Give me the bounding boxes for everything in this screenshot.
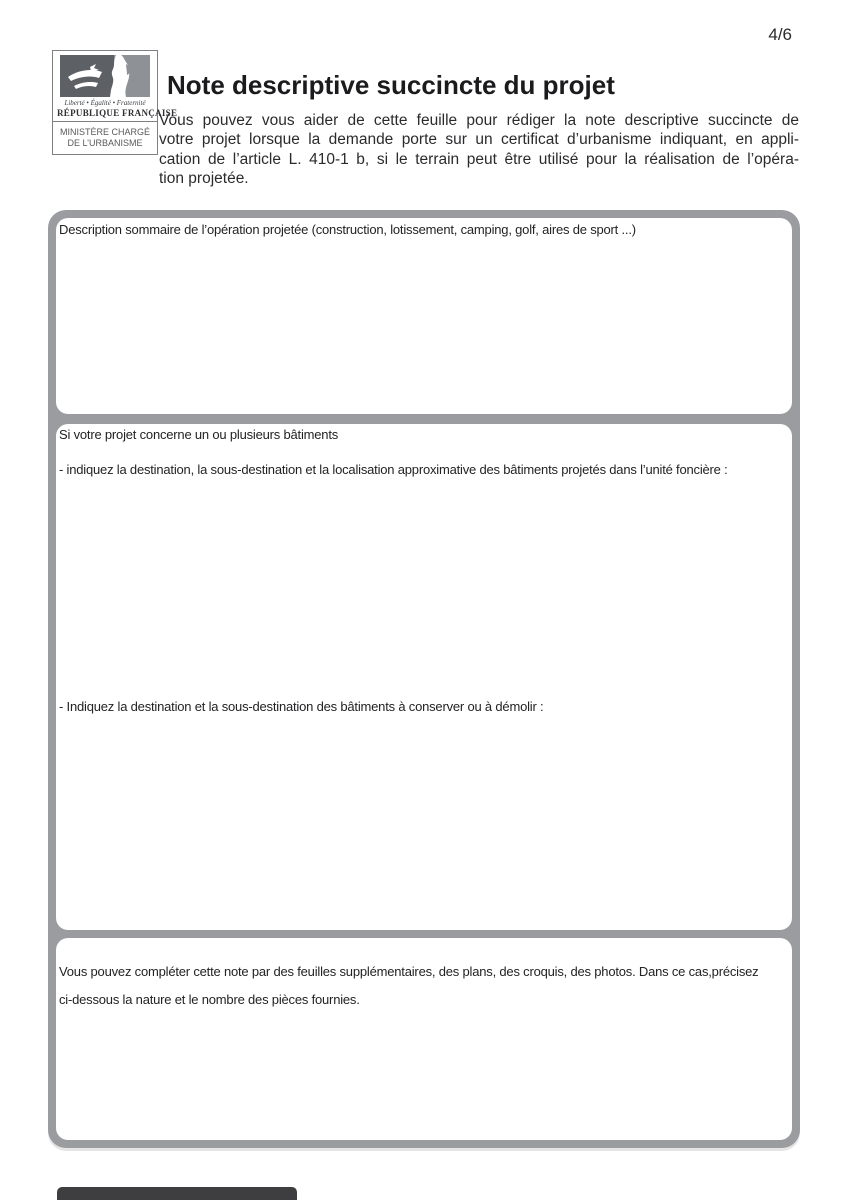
next-section-header-edge — [57, 1187, 297, 1200]
description-field[interactable] — [56, 218, 792, 414]
description-field-label: Description sommaire de l’opération projetée (construction, lotissement, camping, golf, aires de sport ...) — [59, 222, 636, 237]
logo-republique-francaise: RÉPUBLIQUE FRANÇAISE — [57, 108, 178, 118]
page-number: 4/6 — [768, 25, 792, 44]
intro-line: tion projetée. — [159, 170, 249, 188]
ministry-line-2: DE L’URBANISME — [67, 138, 143, 148]
logo-top-box — [52, 50, 178, 122]
projected-buildings-prompt: - indiquez la destination, la sous-destination et la localisation approximative des bâtiments projetés dans l’unité foncière : — [59, 462, 728, 477]
intro-line: votre projet lorsque la demande porte sur un certificat d’urbanisme indiquant, en appli- — [159, 131, 799, 149]
logo-motto: Liberté • Égalité • Fraternité — [64, 99, 146, 107]
buildings-field[interactable] — [56, 424, 792, 930]
marianne-icon — [60, 55, 150, 97]
intro-paragraph — [159, 111, 799, 189]
ministry-label — [52, 122, 158, 155]
republique-francaise-logo — [52, 50, 178, 155]
buildings-field-label: Si votre projet concerne un ou plusieurs bâtiments — [59, 427, 339, 442]
attachments-field-label-line1: Vous pouvez compléter cette note par des feuilles supplémentaires, des plans, des croquis, des photos. Dans ce cas,précisez — [59, 964, 759, 979]
intro-line: cation de l’article L. 410-1 b, si le terrain peut être utilisé pour la réalisation de l’opéra- — [159, 150, 799, 168]
attachments-field-label-line2: ci-dessous la nature et le nombre des pièces fournies. — [59, 992, 360, 1007]
keep-demolish-prompt: - Indiquez la destination et la sous-destination des bâtiments à conserver ou à démolir : — [59, 699, 544, 714]
attachments-field[interactable] — [56, 938, 792, 1140]
intro-line: Vous pouvez vous aider de cette feuille pour rédiger la note descriptive succincte de — [159, 112, 799, 129]
ministry-line-1: MINISTÈRE CHARGÉ — [59, 127, 150, 137]
note-form-frame — [48, 210, 800, 1148]
page-title: Note descriptive succincte du projet — [167, 70, 615, 100]
